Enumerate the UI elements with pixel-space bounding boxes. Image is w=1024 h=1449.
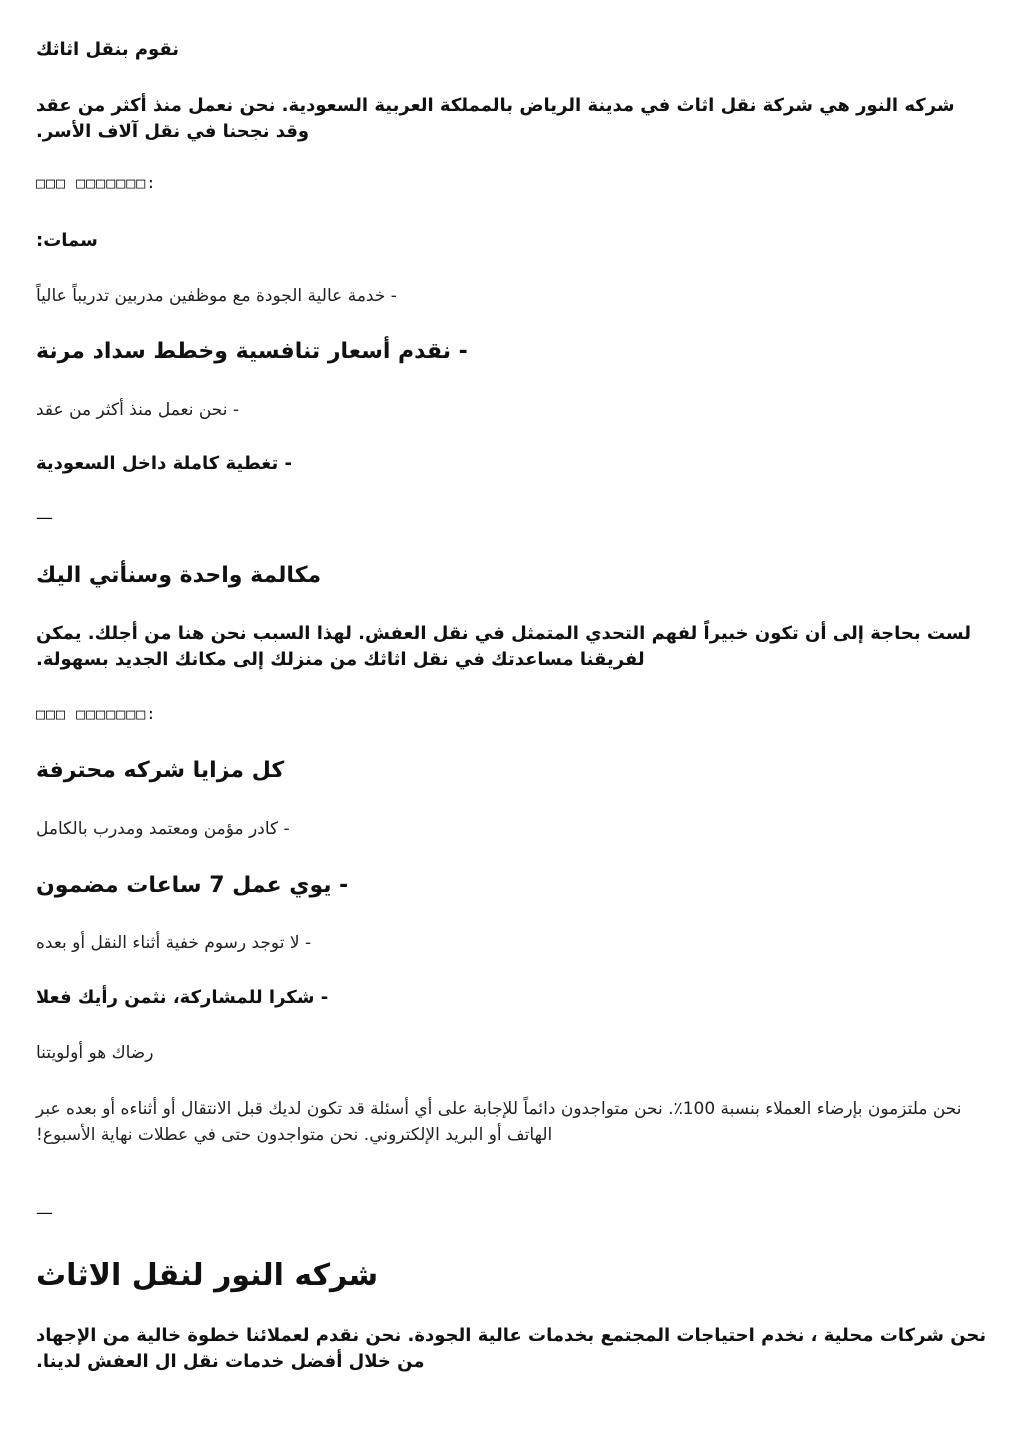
main-title: شركه النور لنقل الاثاث [36, 1258, 379, 1293]
feature-item-1: - خدمة عالية الجودة مع موظفين مدربين تدريباً عالياً [36, 286, 397, 306]
intro-heading: نقوم بنقل اثاثك [36, 39, 180, 60]
garbled-label-1: □□□ □□□□□□□: [36, 174, 157, 192]
feature-item-4: - تغطية كاملة داخل السعودية [36, 453, 292, 474]
advantage-item-2: - يوي عمل 7 ساعات مضمون [36, 873, 349, 898]
call-paragraph: لست بحاجة إلى أن تكون خبيراً لفهم التحدي المتمثل في نقل العفش. لهذا السبب نحن هنا من أجلك. يمكن لفريقنا مساعدتك في نقل اثاثك من منزلك إلى مكانك الجديد بسهولة. [36, 623, 971, 670]
call-heading: مكالمة واحدة وسنأتي اليك [36, 563, 322, 588]
feature-item-3: - نحن نعمل منذ أكثر من عقد [36, 400, 240, 420]
advantage-item-4: - شكرا للمشاركة، نثمن رأيك فعلا [36, 987, 329, 1008]
intro-paragraph: شركه النور هي شركة نقل اثاث في مدينة الرياض بالمملكة العربية السعودية. نحن نعمل منذ أكثر من عقد وقد نجحنا في نقل آلاف الأسر. [36, 95, 955, 142]
separator-1: — [36, 508, 53, 528]
satisfaction-paragraph: نحن ملتزمون بإرضاء العملاء بنسبة 100٪. نحن متواجدون دائماً للإجابة على أي أسئلة قد تكون لديك قبل الانتقال أو أثناءه أو بعده عبر الهاتف أو البريد الإلكتروني. نحن متواجدون حتى في عطلات نهاية الأسبوع! [36, 1099, 962, 1145]
feature-item-2: - نقدم أسعار تنافسية وخطط سداد مرنة [36, 339, 468, 364]
garbled-label-2: □□□ □□□□□□□: [36, 705, 157, 723]
satisfaction-label: رضاك هو أولويتنا [36, 1043, 154, 1063]
advantage-item-1: - كادر مؤمن ومعتمد ومدرب بالكامل [36, 819, 290, 839]
advantages-heading: كل مزايا شركه محترفة [36, 758, 285, 783]
closing-paragraph: نحن شركات محلية ، نخدم احتياجات المجتمع بخدمات عالية الجودة. نحن نقدم لعملائنا خطوة خالية من الإجهاد من خلال أفضل خدمات نقل ال العفش لدينا. [36, 1325, 987, 1372]
advantage-item-3: - لا توجد رسوم خفية أثناء النقل أو بعده [36, 933, 312, 953]
features-label: سمات: [36, 230, 98, 251]
separator-2: — [36, 1203, 53, 1223]
